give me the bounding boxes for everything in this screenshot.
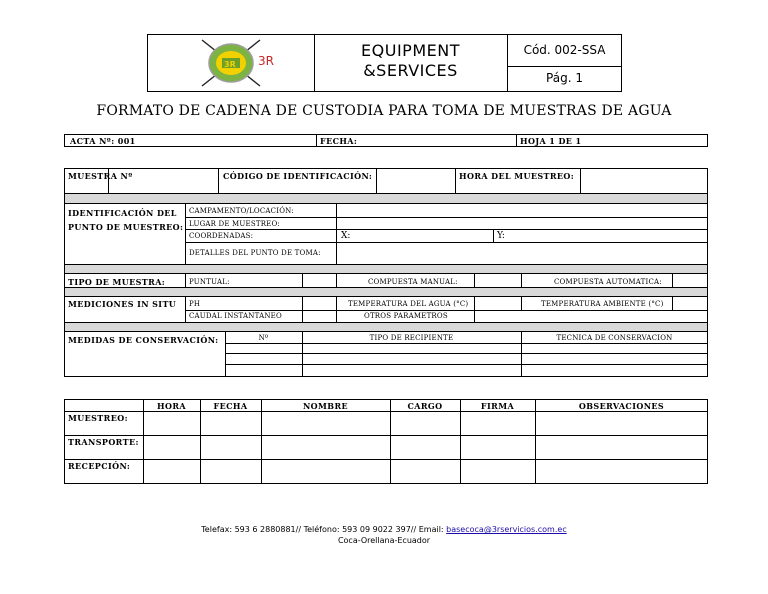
logo-text: 3R [258,54,274,68]
temp-agua-label: TEMPERATURA DEL AGUA (°C) [348,300,469,308]
compuesta-manual-checkbox[interactable] [475,275,520,286]
conservacion-label: MEDIDAS DE CONSERVACIÓN: [68,335,219,345]
form-title: FORMATO DE CADENA DE CUSTODIA PARA TOMA DE MUESTRAS DE AGUA [96,103,672,119]
fecha-label: FECHA: [320,136,358,146]
separator-band [65,264,707,274]
coord-x-label: X: [341,231,351,241]
conservacion-col-tecnica: TECNICA DE CONSERVACION [556,334,673,342]
company-name-line1: EQUIPMENT [361,41,460,60]
svg-text:3R: 3R [224,60,236,69]
ph-label: PH [189,300,201,308]
muestra-input[interactable] [109,169,217,192]
temp-ambiente-label: TEMPERATURA AMBIENTE (°C) [541,300,664,308]
footer-contact-text: Telefax: 593 6 2880881// Teléfono: 593 09 9022 397// Email: [201,525,447,534]
codigo-label: CÓDIGO DE IDENTIFICACIÓN: [223,171,373,181]
hora-input[interactable] [581,169,707,192]
acta-number: ACTA Nº: 001 [70,136,136,146]
custody-header-firma: FIRMA [480,401,515,411]
coord-y-label: Y: [497,231,505,241]
custody-header-nombre: NOMBRE [302,401,349,411]
custody-header-cargo: CARGO [407,401,443,411]
puntual-label: PUNTUAL: [189,278,230,286]
custody-header-hora: HORA [157,401,186,411]
identificacion-label [68,206,183,234]
caudal-label: CAUDAL INSTANTANEO [189,312,282,320]
identificacion-label-line2: PUNTO DE MUESTREO: [68,222,184,232]
otros-parametros-input[interactable] [475,311,707,321]
compuesta-automatica-label: COMPUESTA AUTOMATICA: [554,278,662,286]
custody-row-muestreo: MUESTREO: [68,413,128,423]
custody-header-observaciones: OBSERVACIONES [578,401,665,411]
detalles-input[interactable] [337,243,707,263]
caudal-input[interactable] [303,311,335,321]
company-logo [196,38,282,88]
coordenadas-label: COORDENADAS: [189,232,254,240]
otros-parametros-label: OTROS PARAMETROS [364,312,448,320]
custody-header-fecha: FECHA [213,401,248,411]
compuesta-manual-label: COMPUESTA MANUAL: [368,278,458,286]
mediciones-label: MEDICIONES IN SITU [68,299,177,309]
custody-row-transporte: TRANSPORTE: [68,437,139,447]
lugar-label: LUGAR DE MUESTREO: [189,220,280,228]
compuesta-automatica-checkbox[interactable] [673,275,707,286]
tipo-muestra-label: TIPO DE MUESTRA: [68,277,166,287]
separator-band [65,287,707,297]
campamento-input[interactable] [337,205,707,216]
conservacion-col-n: Nº [258,334,269,342]
hora-muestreo-label: HORA DEL MUESTREO: [459,171,575,181]
temp-agua-input[interactable] [475,298,520,309]
custody-row-recepcion: RECEPCIÓN: [68,461,131,471]
identificacion-label-line1: IDENTIFICACIÓN DEL [68,208,177,218]
footer-location: Coca-Orellana-Ecuador [337,536,431,545]
document-code: Cód. 002-SSA [523,43,606,57]
conservacion-col-tipo: TIPO DE RECIPIENTE [369,334,454,342]
codigo-input[interactable] [377,169,454,192]
footer-email-link[interactable]: basecoca@3rservicios.com.ec [446,525,567,534]
acta-row [64,134,708,147]
campamento-label: CAMPAMENTO/LOCACIÓN: [189,207,294,215]
ph-input[interactable] [303,298,335,309]
lugar-input[interactable] [337,218,707,228]
footer-contact [0,525,768,534]
hoja-label: HOJA 1 DE 1 [520,136,582,146]
company-name [314,41,507,81]
temp-ambiente-input[interactable] [673,298,707,309]
muestra-label: MUESTRA Nº [68,171,133,181]
page-number: Pág. 1 [546,71,583,85]
detalles-label: DETALLES DEL PUNTO DE TOMA: [189,249,321,257]
puntual-checkbox[interactable] [303,275,335,286]
separator-band [65,322,707,332]
separator-band [65,193,707,204]
company-name-line2: &SERVICES [363,61,458,80]
